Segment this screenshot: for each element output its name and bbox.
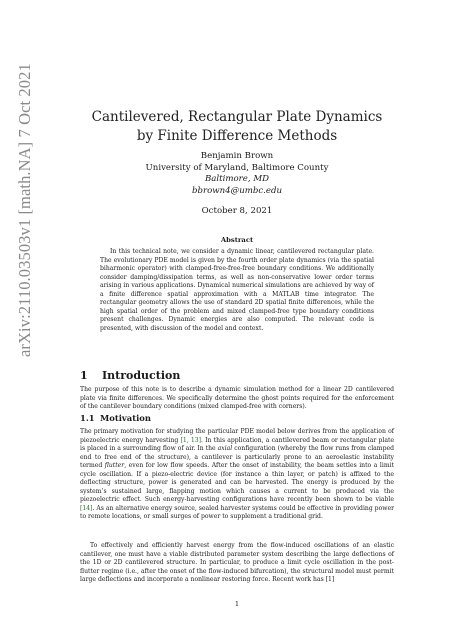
citation-link[interactable]: [14] — [80, 504, 93, 512]
section-title: Introduction — [102, 369, 181, 382]
emphasis-text: axial — [217, 445, 233, 453]
paper-title — [80, 108, 394, 146]
motivation-paragraph-2: To effectively and efficiently harvest energy from the flow-induced oscillations of an elastic cantilever, one must have a viable distributed parameter system describing the large deflections of the 1D or 2D cantilevered structure. In particular, to produce a limit cycle oscillation in the post-flutter regime (i.e., after the onset of the flow-induced bifurcation), the structural model must permit large deflections and incorporate a nonlinear restoring force. Recent work has [1] — [80, 542, 394, 584]
author-email: bbrown4@umbc.edu — [191, 185, 283, 196]
author-affiliation: University of Maryland, Baltimore County — [145, 162, 329, 173]
author-name: Benjamin Brown — [200, 151, 274, 161]
section-number: 1 — [80, 369, 88, 382]
subsection-heading-motivation — [80, 413, 394, 423]
abstract-text: In this technical note, we consider a dynamic linear, cantilevered rectangular plate. The evolutionary PDE model is given by the fourth order plate dynamics (via the spatial biharmonic operator) with clamped-free-free-free boundary conditions. We additionally consider damping/dissipation terms, as well as non-conservative lower order terms arising in various applications. Dynamical numerical simulations are achieved by way of a finite difference spatial approximation with a MATLAB time integrator. The rectangular geometry allows the use of standard 2D spatial finite differences, while the high spatial order of the problem and mixed clamped-free type boundary conditions present challenges. Dynamic energies are also computed. The relevant code is presented, with discussion of the model and context. — [100, 248, 374, 332]
text-span: configuration (whereby the flow runs from clamped end to free end of the structure), a cantilever is particularly prone to an aeroelastic instability termed — [80, 445, 394, 470]
text-span: The primary motivation for studying the particular PDE model below derives from the application of piezoelectric energy harvesting — [80, 428, 394, 444]
page-number: 1 — [234, 600, 240, 608]
text-span: . In this application, a cantilevered beam or rectangular plate is placed in a surrounding flow of air. In the — [80, 436, 395, 453]
section-heading-introduction — [80, 369, 394, 382]
arxiv-identifier: arXiv:2110.03503v1 [math.NA] 7 Oct 2021 — [15, 63, 34, 357]
text-span: . As an alternative energy source, sealed harvester systems could be effective in providing power to remote locations, or small surges of power to supplement a traditional grid. — [80, 504, 394, 521]
author-block — [80, 151, 394, 197]
subsection-title: Motivation — [100, 413, 151, 423]
title-line-2: by Finite Difference Methods — [136, 128, 338, 144]
abstract-heading: Abstract — [220, 236, 254, 244]
author-location: Baltimore, MD — [204, 174, 270, 184]
paper-date: October 8, 2021 — [201, 206, 273, 216]
intro-paragraph: The purpose of this note is to describe a dynamic simulation method for a linear 2D cantilevered plate via finite differences. We specifically determine the ghost points required for the enforcement of the cantilever boundary conditions (mixed clamped-free with corners). — [80, 386, 394, 411]
citation-link[interactable]: [1, 13] — [180, 436, 201, 444]
title-line-1: Cantilevered, Rectangular Plate Dynamics — [91, 109, 383, 125]
subsection-number: 1.1 — [80, 413, 95, 423]
text-span: , even for low flow speeds. After the onset of instability, the beam settles into a limit cycle oscillation. If a piezo-electric device (for instance a thin layer, or patch) is affixed to the deflecting structure, power is generated and can be harvested. The energy is produced by the system’s sustained large, flapping motion which causes a current to be produced via the piezoelectric effect. Such energy-harvesting configurations have recently been shown to be viable — [80, 462, 394, 504]
emphasis-text: flutter — [104, 462, 125, 470]
motivation-paragraph-1 — [80, 428, 394, 522]
